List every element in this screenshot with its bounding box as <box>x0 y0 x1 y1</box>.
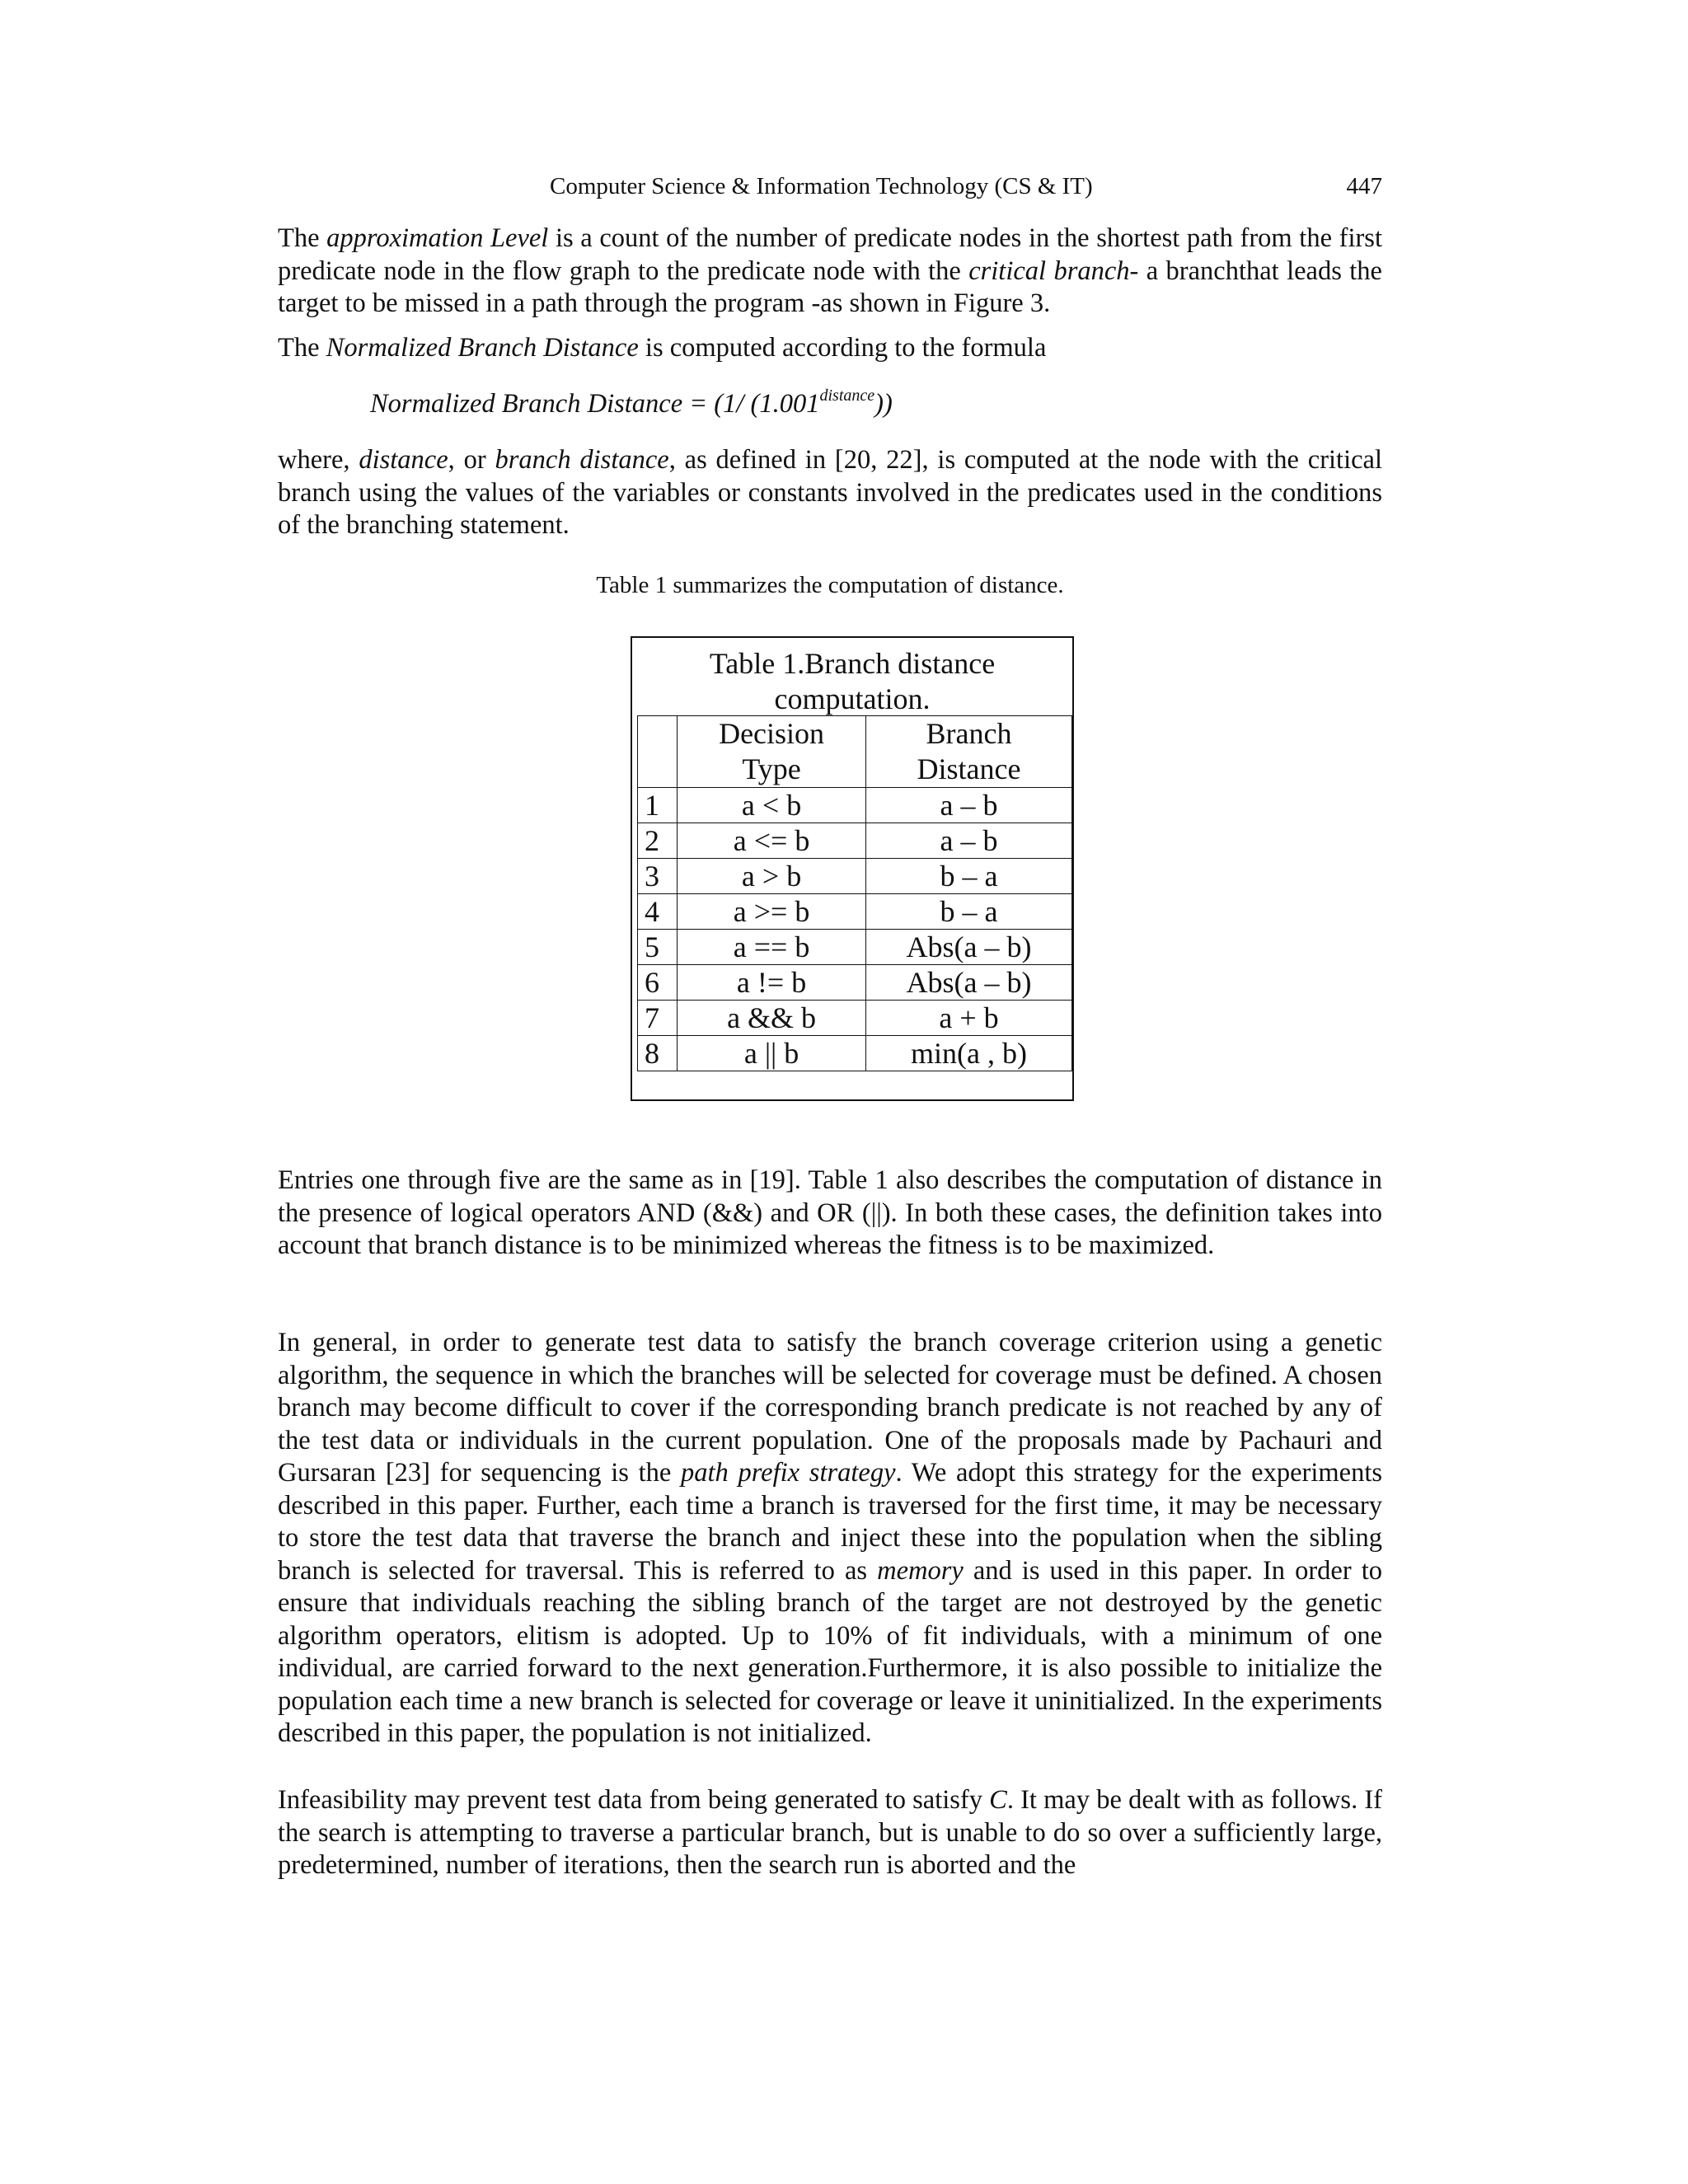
decision-type-cell: a > b <box>678 859 866 894</box>
decision-type-cell: a <= b <box>678 823 866 859</box>
paragraph-infeasibility: Infeasibility may prevent test data from being generated to satisfy C. It may be dealt with as follows. If the search is attempting to traverse a particular branch, but is unable to do so over a sufficiently large, predetermined, number of iterations, then the search run is aborted and the <box>278 1785 1383 1880</box>
row-index: 5 <box>638 930 678 965</box>
branch-distance-table-frame <box>631 636 1074 1101</box>
table-caption: Table 1.Branch distance computation. <box>709 647 996 715</box>
table-row <box>638 1001 1072 1036</box>
row-index: 4 <box>638 894 678 930</box>
table-row <box>638 965 1072 1001</box>
branch-distance-table <box>637 715 1072 1071</box>
page-number: 447 <box>1346 173 1382 199</box>
branch-distance-cell: a + b <box>866 1001 1072 1036</box>
table-row <box>638 859 1072 894</box>
branch-distance-cell: b – a <box>866 859 1072 894</box>
table-header-row <box>638 716 1072 788</box>
table-intro-sentence: Table 1 summarizes the computation of distance. <box>596 572 1064 598</box>
row-index: 6 <box>638 965 678 1001</box>
paragraph-approximation-level: The approximation Level is a count of the number of predicate nodes in the shortest path from the first predicate node in the flow graph to the predicate node with the critical branch- a branchthat leads the target to be missed in a path through the program -as shown in Figure 3. <box>278 223 1382 318</box>
paragraph-path-prefix-strategy: In general, in order to generate test data to satisfy the branch coverage criterion using a genetic algorithm, the sequence in which the branches will be selected for coverage must be defined. A chosen branch may become difficult to cover if the corresponding branch predicate is not reached by any of the test data or individuals in the current population. One of the proposals made by Pachauri and Gursaran [23] for sequencing is the path prefix strategy. We adopt this strategy for the experiments described in this paper. Further, each time a branch is traversed for the first time, it may be necessary to store the test data that traverse the branch and inject these into the population when the sibling branch is selected for traversal. This is referred to as memory and is used in this paper. In order to ensure that individuals reaching the sibling branch of the target are not destroyed by the genetic algorithm operators, elitism is adopted. Up to 10% of fit individuals, with a minimum of one individual, are carried forward to the next generation.Furthermore, it is also possible to initialize the population each time a new branch is selected for coverage or leave it uninitialized. In the experiments described in this paper, the population is not initialized. <box>278 1328 1382 1748</box>
decision-type-cell: a < b <box>678 788 866 823</box>
branch-distance-cell: a – b <box>866 823 1072 859</box>
table-row <box>638 788 1072 823</box>
decision-type-cell: a != b <box>678 965 866 1001</box>
decision-type-cell: a && b <box>678 1001 866 1036</box>
decision-type-cell: a == b <box>678 930 866 965</box>
row-index: 1 <box>638 788 678 823</box>
row-index: 7 <box>638 1001 678 1036</box>
branch-distance-cell: Abs(a – b) <box>866 930 1072 965</box>
header-decision-type: Decision Type <box>678 716 866 788</box>
header-index <box>638 716 678 788</box>
branch-distance-cell: a – b <box>866 788 1072 823</box>
running-title: Computer Science & Information Technology (CS & IT) <box>550 173 1093 199</box>
branch-distance-cell: min(a , b) <box>866 1036 1072 1071</box>
table-row <box>638 823 1072 859</box>
row-index: 8 <box>638 1036 678 1071</box>
paragraph-distance-definition: where, distance, or branch distance, as defined in [20, 22], is computed at the node with the critical branch using the values of the variables or constants involved in the predicates used in the conditions of the branching statement. <box>278 445 1382 540</box>
normalized-branch-distance-formula: Normalized Branch Distance = (1/ $(1.001^{distance})$) <box>370 387 893 419</box>
branch-distance-cell: Abs(a – b) <box>866 965 1072 1001</box>
table-row <box>638 894 1072 930</box>
decision-type-cell: a || b <box>678 1036 866 1071</box>
branch-distance-cell: b – a <box>866 894 1072 930</box>
table-row <box>638 930 1072 965</box>
paragraph-entries: Entries one through five are the same as in [19]. Table 1 also describes the computation of distance in the presence of logical operators AND (&&) and OR (||). In both these cases, the definition takes into account that branch distance is to be minimized whereas the fitness is to be maximized. <box>278 1165 1382 1260</box>
row-index: 2 <box>638 823 678 859</box>
row-index: 3 <box>638 859 678 894</box>
table-row <box>638 1036 1072 1071</box>
header-branch-distance: Branch Distance <box>866 716 1072 788</box>
decision-type-cell: a >= b <box>678 894 866 930</box>
paragraph-normalized-intro: The Normalized Branch Distance is computed according to the formula <box>278 333 1047 363</box>
